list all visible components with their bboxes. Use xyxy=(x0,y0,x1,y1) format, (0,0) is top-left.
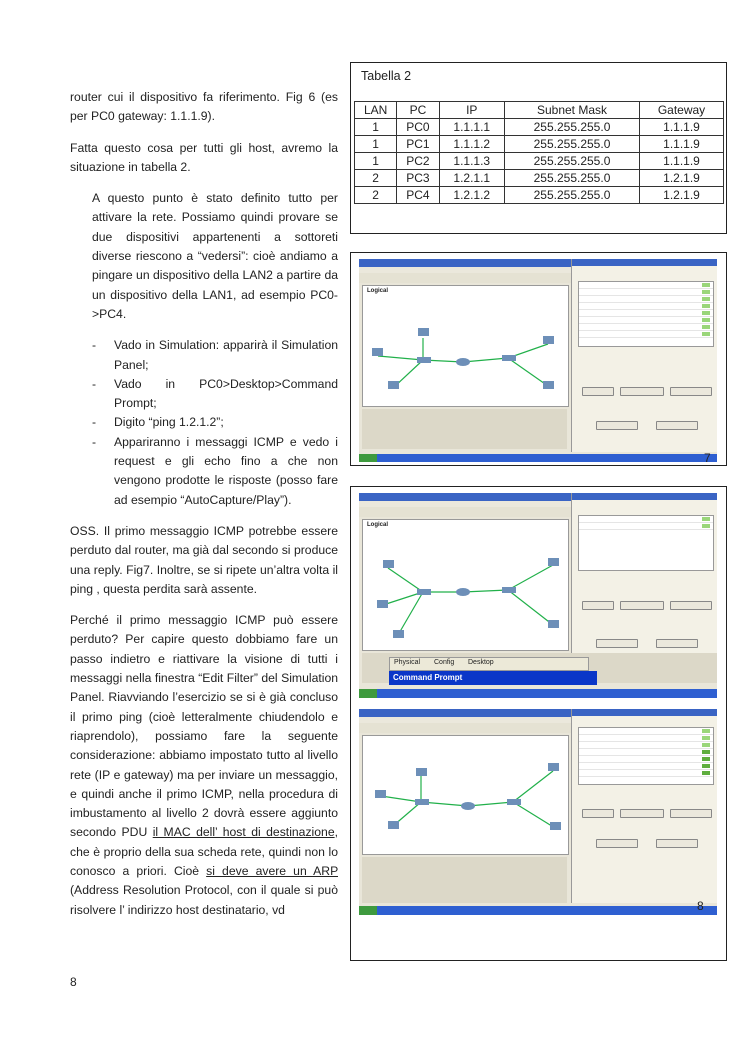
start-button[interactable] xyxy=(359,906,377,915)
page-number: 8 xyxy=(70,975,77,989)
list-item xyxy=(579,324,713,331)
autocapture-play-button[interactable] xyxy=(620,809,664,818)
cell: 1.2.1.1 xyxy=(439,170,504,187)
list-item xyxy=(579,742,713,749)
command-prompt-title: Command Prompt xyxy=(393,673,463,682)
show-all-button[interactable] xyxy=(656,639,698,648)
logical-label: Logical xyxy=(367,522,389,528)
network-topology xyxy=(363,286,568,406)
cell: 1 xyxy=(355,153,397,170)
show-all-button[interactable] xyxy=(656,421,698,430)
cell: 1.1.1.9 xyxy=(640,153,724,170)
edit-filters-button[interactable] xyxy=(596,421,638,430)
packet-tracer-screenshot xyxy=(359,259,717,462)
cell: 255.255.255.0 xyxy=(505,119,640,136)
list-item xyxy=(579,523,713,530)
text-segment: , che è proprio della sua scheda rete, quindi non lo conosco a priori. Cioè xyxy=(70,825,338,878)
logical-workspace xyxy=(362,285,569,407)
cell: 1.1.1.2 xyxy=(439,136,504,153)
event-list xyxy=(578,515,714,571)
header-pc: PC xyxy=(397,102,439,119)
list-item: - Vado in Simulation: apparirà il Simulation Panel; xyxy=(92,336,338,375)
left-column xyxy=(70,88,338,932)
cell: 1.1.1.9 xyxy=(640,136,724,153)
list-item: - Digito “ping 1.2.1.2”; xyxy=(92,413,338,432)
simulation-panel xyxy=(571,493,717,658)
cell: 2 xyxy=(355,187,397,204)
table-row xyxy=(355,153,724,170)
edit-filters-button[interactable] xyxy=(596,839,638,848)
list-item xyxy=(579,763,713,770)
autocapture-play-button[interactable] xyxy=(620,601,664,610)
tab-physical[interactable]: Physical xyxy=(394,659,421,666)
text-segment: (Address Resolution Protocol, con il quale si può risolvere l’ indirizzo host destinatario, vd xyxy=(70,883,338,917)
list-item xyxy=(579,296,713,303)
cell: 1.2.1.2 xyxy=(439,187,504,204)
tab-desktop[interactable]: Desktop xyxy=(468,659,494,666)
start-button[interactable] xyxy=(359,689,377,698)
edit-filters-button[interactable] xyxy=(596,639,638,648)
underlined-text: il MAC dell’ host di destinazione xyxy=(152,825,335,840)
table-row xyxy=(355,119,724,136)
logical-workspace xyxy=(362,735,569,855)
list-item xyxy=(579,310,713,317)
network-topology xyxy=(363,520,568,650)
cell: 1.1.1.9 xyxy=(640,119,724,136)
list-item xyxy=(579,289,713,296)
cell: 255.255.255.0 xyxy=(505,187,640,204)
cell: PC0 xyxy=(397,119,439,136)
list-item: - Appariranno i messaggi ICMP e vedo i request e gli echo fino a che non vengono prodotte le risposte (posso fare ad esempio “AutoCapture/Play”). xyxy=(92,433,338,510)
text-segment: Perché il primo messaggio ICMP può essere perduto? Per capire questo dobbiamo fare un passo indietro e riattivare la visione di tutti i messaggi nella finestra “Edit Filter” del Simulation Panel. Riavviando l’esercizio se si è già concluso il primo ping (cioè letteralmente chiudendolo e riaprendolo), possiamo fare la seguente considerazione: abbiamo impostato tutto al livello rete (IP e gateway) ma per inviare un messaggio, e quindi anche il primo ICMP, nella procedura di imbustamento al livello 2 dovrà essere aggiunto secondo PDU xyxy=(70,613,338,840)
pc-window-tabs xyxy=(389,657,589,671)
table-title: Tabella 2 xyxy=(361,69,412,83)
network-topology xyxy=(363,736,568,854)
list-item: - Vado in PC0>Desktop>Command Prompt; xyxy=(92,375,338,414)
figure-7 xyxy=(350,252,727,466)
list-item xyxy=(579,749,713,756)
header-subnet: Subnet Mask xyxy=(505,102,640,119)
back-button[interactable] xyxy=(582,601,614,610)
start-button[interactable] xyxy=(359,454,377,462)
cell: 255.255.255.0 xyxy=(505,170,640,187)
back-button[interactable] xyxy=(582,387,614,396)
list-item xyxy=(579,317,713,324)
table2-box xyxy=(350,62,727,234)
header-lan: LAN xyxy=(355,102,397,119)
device-bar xyxy=(362,409,567,449)
list-item xyxy=(579,303,713,310)
cell: 1 xyxy=(355,136,397,153)
taskbar xyxy=(359,906,717,915)
cell: 255.255.255.0 xyxy=(505,136,640,153)
show-all-button[interactable] xyxy=(656,839,698,848)
tab-config[interactable]: Config xyxy=(434,659,455,666)
logical-label: Logical xyxy=(367,288,389,294)
taskbar xyxy=(359,454,717,462)
cell: 1.1.1.3 xyxy=(439,153,504,170)
simulation-panel xyxy=(571,259,717,452)
list-item xyxy=(579,331,713,338)
paragraph-why-lost xyxy=(70,611,338,920)
list-item xyxy=(579,282,713,289)
cell: 1 xyxy=(355,119,397,136)
figure-number: 8 xyxy=(697,899,704,913)
header-gateway: Gateway xyxy=(640,102,724,119)
cell: 1.2.1.9 xyxy=(640,187,724,204)
event-list xyxy=(578,281,714,347)
packet-tracer-screenshot xyxy=(359,493,717,698)
paragraph-activate-network: A questo punto è stato definito tutto per attivare la rete. Possiamo quindi provare se due dispositivi appartenenti a sottoreti diverse riescono a “vedersi”: cioè andiamo a pingare un dispositivo della LAN2 a partire da un dispositivo della LAN1, ad esempio PC0->PC4. xyxy=(92,191,338,321)
figure-number: 7 xyxy=(704,451,711,465)
table2 xyxy=(354,101,724,204)
table-row xyxy=(355,187,724,204)
paragraph-gateway: router cui il dispositivo fa riferimento. Fig 6 (es per PC0 gateway: 1.1.1.9). xyxy=(70,90,338,124)
list-item xyxy=(579,735,713,742)
logical-workspace xyxy=(362,519,569,651)
packet-tracer-screenshot xyxy=(359,709,717,915)
cell: PC2 xyxy=(397,153,439,170)
cell: 255.255.255.0 xyxy=(505,153,640,170)
list-item xyxy=(579,756,713,763)
paragraph-observation: OSS. Il primo messaggio ICMP potrebbe essere perduto dal router, ma già dal secondo si produce una reply. Fig7. Inoltre, se si ripete un’altra volta il ping , questa perdita sarà assente. xyxy=(70,523,338,596)
cell: 2 xyxy=(355,170,397,187)
capture-forward-button[interactable] xyxy=(670,387,712,396)
panel-title-bar xyxy=(572,493,717,500)
underlined-text: si deve avere un ARP xyxy=(206,863,338,878)
list-item xyxy=(579,770,713,777)
steps-list xyxy=(70,336,338,510)
list-item xyxy=(579,516,713,523)
device-bar xyxy=(362,857,567,903)
event-list xyxy=(578,727,714,785)
cell: PC4 xyxy=(397,187,439,204)
autocapture-play-button[interactable] xyxy=(620,387,664,396)
taskbar xyxy=(359,689,717,698)
panel-title-bar xyxy=(572,709,717,716)
cell: 1.1.1.1 xyxy=(439,119,504,136)
table-row xyxy=(355,136,724,153)
cell: PC3 xyxy=(397,170,439,187)
panel-title-bar xyxy=(572,259,717,266)
simulation-panel xyxy=(571,709,717,903)
table-header-row xyxy=(355,102,724,119)
table-row xyxy=(355,170,724,187)
header-ip: IP xyxy=(439,102,504,119)
command-prompt-window[interactable] xyxy=(389,671,597,685)
back-button[interactable] xyxy=(582,809,614,818)
cell: 1.2.1.9 xyxy=(640,170,724,187)
paragraph-table-ref: Fatta questo cosa per tutti gli host, avremo la situazione in tabella 2. xyxy=(70,140,338,174)
cell: PC1 xyxy=(397,136,439,153)
list-item xyxy=(579,728,713,735)
capture-forward-button[interactable] xyxy=(670,809,712,818)
figure-8 xyxy=(350,486,727,961)
capture-forward-button[interactable] xyxy=(670,601,712,610)
